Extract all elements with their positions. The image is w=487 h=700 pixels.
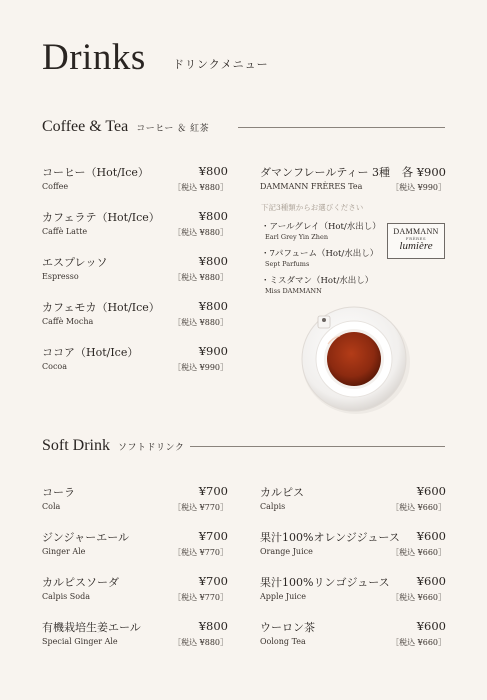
menu-item-cocoa: [42, 344, 228, 384]
item-name-jp: ジンジャーエール: [42, 531, 130, 544]
item-price: ¥800: [198, 299, 228, 313]
item-price: ¥600: [416, 574, 446, 588]
logo-line-3: lumière: [399, 240, 433, 252]
coffee-section-title: Coffee & Tea: [42, 118, 129, 135]
item-tax-price: ［税込 ¥880］: [173, 273, 228, 282]
soft-section-divider: [190, 446, 445, 447]
menu-item-cola: [42, 484, 228, 524]
item-name-en: DAMMANN FRÈRES Tea: [260, 182, 363, 191]
menu-item-ginger-ale: [42, 529, 228, 569]
item-tax-price: ［税込 ¥660］: [391, 503, 446, 512]
page-subtitle: ドリンクメニュー: [173, 58, 269, 71]
menu-item-latte: [42, 209, 228, 249]
tea-selection-note: 下記3種類からお選びください: [261, 203, 364, 212]
item-name-en: Coffee: [42, 182, 69, 191]
item-tax-price: ［税込 ¥770］: [173, 503, 228, 512]
item-name-jp: ココア（Hot/Ice）: [42, 346, 139, 359]
item-tax-price: ［税込 ¥660］: [391, 638, 446, 647]
tea-option-name-en: Miss DAMMANN: [265, 287, 322, 295]
item-name-jp: カフェモカ（Hot/Ice）: [42, 301, 160, 314]
item-price: ¥700: [198, 484, 228, 498]
menu-item-mocha: [42, 299, 228, 339]
soft-section-title: Soft Drink: [42, 437, 110, 454]
item-tax-price: ［税込 ¥880］: [173, 318, 228, 327]
soft-section-header: [42, 437, 184, 455]
item-name-jp: 果汁100%リンゴジュース: [260, 576, 390, 589]
item-name-en: Cocoa: [42, 362, 68, 371]
menu-item-calpis-soda: [42, 574, 228, 614]
item-price: ¥700: [198, 529, 228, 543]
item-price: ¥800: [198, 254, 228, 268]
logo-line-1: DAMMANN: [393, 227, 439, 236]
item-name-en: Espresso: [42, 272, 79, 281]
menu-item-apple-juice: [260, 574, 446, 614]
item-price: 各 ¥900: [401, 165, 446, 179]
item-tax-price: ［税込 ¥880］: [173, 183, 228, 192]
soft-section-subtitle: ソフトドリンク: [118, 443, 185, 453]
page-title: Drinks: [42, 37, 146, 78]
item-name-en: Caffè Latte: [42, 227, 88, 236]
item-name-jp: ダマンフレールティー 3種: [260, 166, 390, 179]
item-name-jp: エスプレッソ: [42, 256, 108, 269]
item-name-jp: ウーロン茶: [260, 621, 315, 634]
menu-item-espresso: [42, 254, 228, 294]
item-name-en: Apple Juice: [260, 592, 306, 601]
tea-option-name-en: Earl Grey Yin Zhen: [265, 233, 329, 241]
item-price: ¥800: [198, 209, 228, 223]
item-price: ¥700: [198, 574, 228, 588]
item-name-en: Caffè Mocha: [42, 317, 94, 326]
logo-line-2: FRÈRES: [405, 236, 427, 241]
item-price: ¥800: [198, 619, 228, 633]
item-tax-price: ［税込 ¥880］: [173, 638, 228, 647]
item-name-en: Calpis: [260, 502, 286, 511]
coffee-section-divider: [238, 127, 445, 128]
item-name-en: Orange Juice: [260, 547, 313, 556]
item-tax-price: ［税込 ¥660］: [391, 593, 446, 602]
item-tax-price: ［税込 ¥770］: [173, 548, 228, 557]
item-price: ¥600: [416, 529, 446, 543]
item-price: ¥900: [198, 344, 228, 358]
item-name-jp: 有機栽培生姜エール: [42, 621, 141, 634]
item-name-jp: カルピス: [260, 486, 304, 499]
dammann-logo: [387, 223, 445, 259]
menu-item-coffee: [42, 164, 228, 204]
coffee-section-subtitle: コーヒー ＆ 紅茶: [136, 124, 210, 134]
item-price: ¥600: [416, 484, 446, 498]
item-name-jp: カフェラテ（Hot/Ice）: [42, 211, 160, 224]
item-name-jp: カルピスソーダ: [42, 576, 119, 589]
tea-option-name-jp: ・ミスダマン（Hot/水出し）: [261, 276, 374, 286]
item-name-en: Ginger Ale: [42, 547, 86, 556]
item-price: ¥600: [416, 619, 446, 633]
item-name-jp: 果汁100%オレンジジュース: [260, 531, 400, 544]
tea-option-name-jp: ・アールグレイ（Hot/水出し）: [261, 222, 381, 232]
tea-option-name-jp: ・7パフューム（Hot/水出し）: [261, 249, 379, 259]
item-tax-price: ［税込 ¥660］: [391, 548, 446, 557]
item-name-jp: コーラ: [42, 486, 75, 499]
item-name-jp: コーヒー（Hot/Ice）: [42, 166, 149, 179]
item-name-en: Oolong Tea: [260, 637, 306, 646]
tea-option-name-en: Sept Parfums: [265, 260, 310, 268]
item-tax-price: ［税込 ¥990］: [391, 183, 446, 192]
coffee-section-header: [42, 118, 209, 136]
item-name-en: Cola: [42, 502, 61, 511]
item-price: ¥800: [198, 164, 228, 178]
menu-item-orange-juice: [260, 529, 446, 569]
menu-item-oolong-tea: [260, 619, 446, 659]
menu-item-special-ginger-ale: [42, 619, 228, 659]
menu-item-calpis: [260, 484, 446, 524]
item-tax-price: ［税込 ¥990］: [173, 363, 228, 372]
item-tax-price: ［税込 ¥880］: [173, 228, 228, 237]
tea-cup-image: [298, 302, 410, 414]
item-name-en: Calpis Soda: [42, 592, 90, 601]
item-name-en: Special Ginger Ale: [42, 637, 118, 646]
item-tax-price: ［税込 ¥770］: [173, 593, 228, 602]
menu-item-dammann-tea: [260, 164, 446, 204]
